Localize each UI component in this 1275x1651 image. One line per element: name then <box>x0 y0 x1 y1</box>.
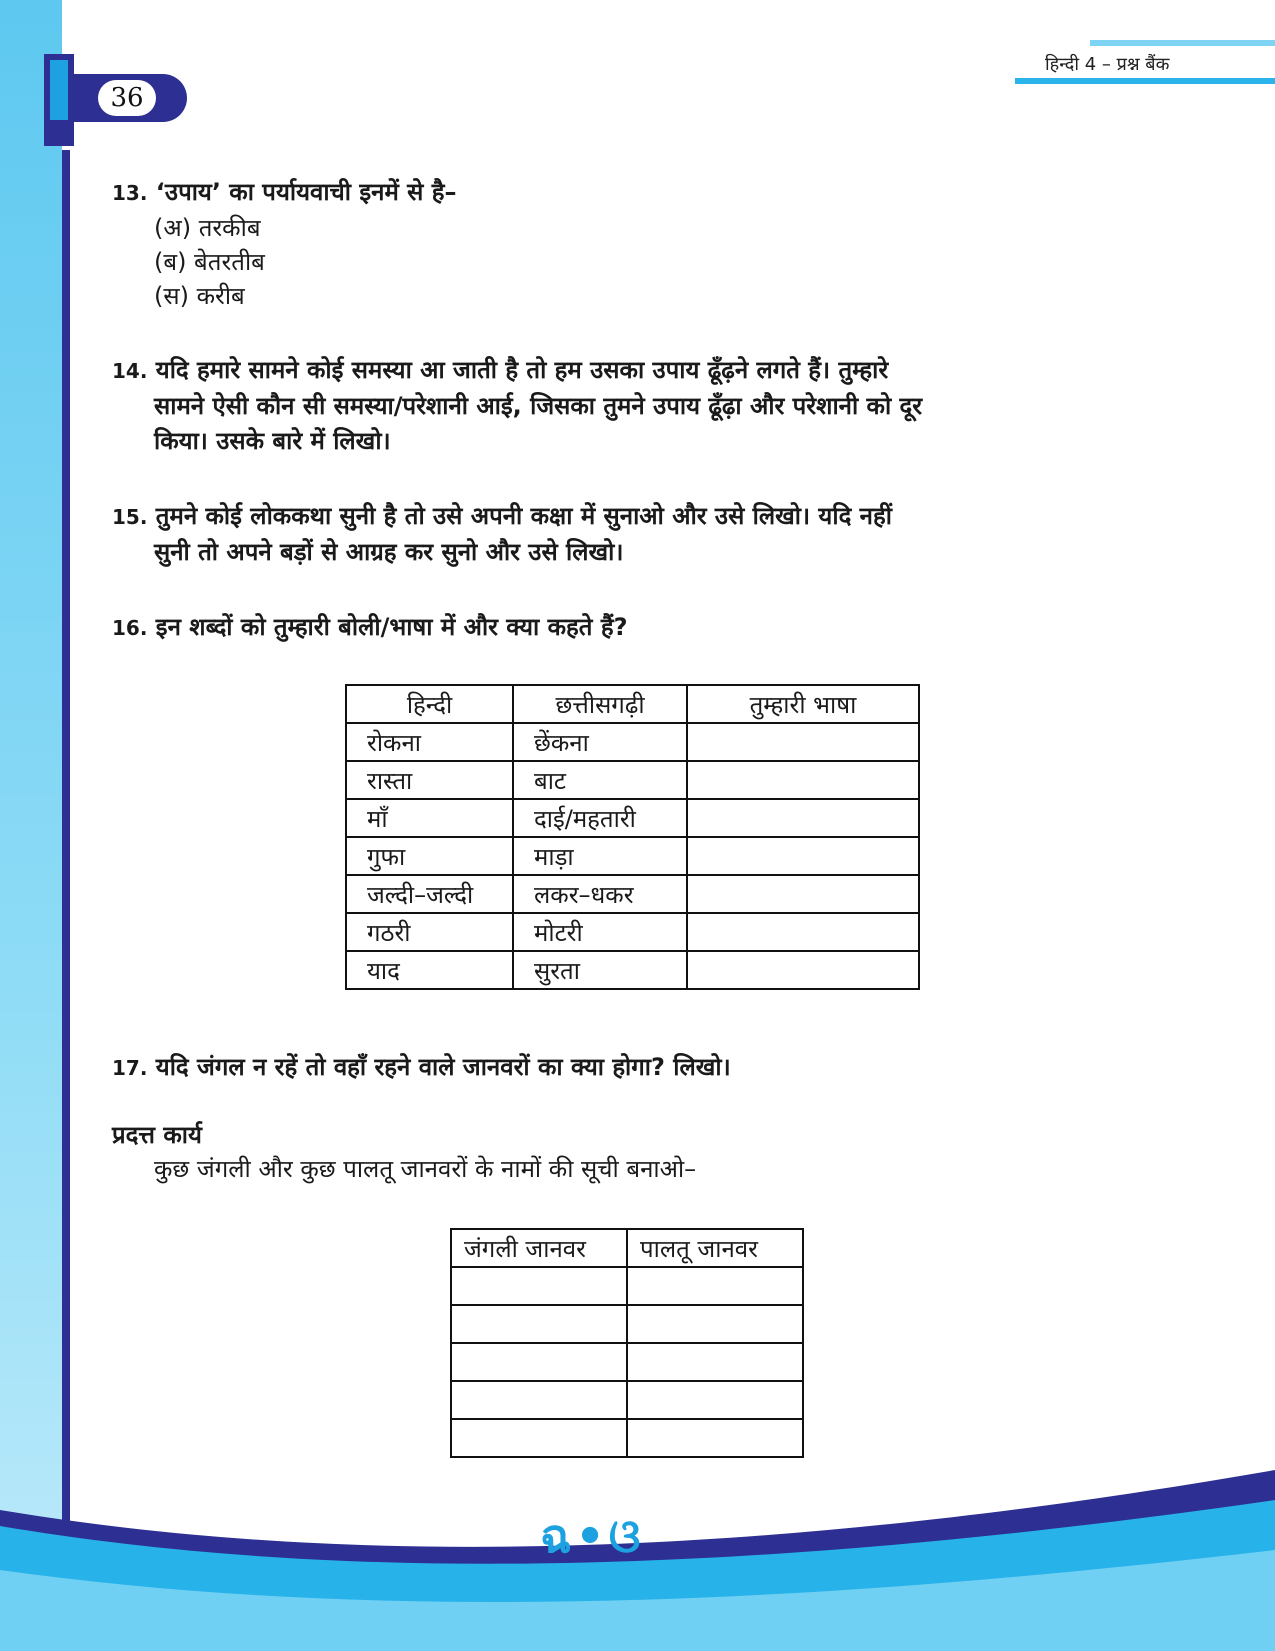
table-cell: गुफा <box>346 837 513 875</box>
table-cell: रास्ता <box>346 761 513 799</box>
table-cell-blank <box>451 1381 627 1419</box>
table-cell: याद <box>346 951 513 989</box>
table-cell-blank <box>687 799 919 837</box>
table-cell-blank <box>627 1305 803 1343</box>
table-cell: गठरी <box>346 913 513 951</box>
table-cell: छेंकना <box>513 723 687 761</box>
table-header-cell: छत्तीसगढ़ी <box>513 685 687 723</box>
question-13 <box>112 175 1212 211</box>
question-text: यदि जंगल न रहें तो वहाँ रहने वाले जानवरों का क्या होगा? लिखो। <box>155 1053 731 1081</box>
table-cell-blank <box>687 723 919 761</box>
question-text-line: यदि हमारे सामने कोई समस्या आ जाती है तो हम उसका उपाय ढूँढ़ने लगते हैं। तुम्हारे <box>155 356 889 384</box>
table-cell-blank <box>451 1267 627 1305</box>
table-cell-blank <box>451 1305 627 1343</box>
table-cell-blank <box>627 1381 803 1419</box>
question-text-line: किया। उसके बारे में लिखो। <box>154 427 391 455</box>
animal-list-table <box>450 1228 804 1458</box>
question-16 <box>112 610 1212 646</box>
table-cell: माँ <box>346 799 513 837</box>
question-14 <box>112 353 1212 459</box>
table-row <box>346 875 919 913</box>
question-text-line: तुमने कोई लोककथा सुनी है तो उसे अपनी कक्षा में सुनाओ और उसे लिखो। यदि नहीं <box>155 502 892 530</box>
left-decorative-band <box>0 0 62 1651</box>
option-a: (अ) तरकीब <box>154 214 261 242</box>
header-accent-line-top <box>1090 40 1275 46</box>
table-cell: जल्दी–जल्दी <box>346 875 513 913</box>
question-content <box>112 175 1212 646</box>
question-number: 15. <box>112 505 148 529</box>
table-cell: बाट <box>513 761 687 799</box>
table-row <box>451 1381 803 1419</box>
table-cell: मोटरी <box>513 913 687 951</box>
table-cell: माड़ा <box>513 837 687 875</box>
table-row <box>451 1267 803 1305</box>
table-cell-blank <box>687 913 919 951</box>
question-text-line: सामने ऐसी कौन सी समस्या/परेशानी आई, जिसका तुमने उपाय ढूँढ़ा और परेशानी को दूर <box>154 392 923 420</box>
table-header-cell: पालतू जानवर <box>627 1229 803 1267</box>
page-flag-inner-decoration <box>50 60 68 120</box>
table-header-cell: जंगली जानवर <box>451 1229 627 1267</box>
table-cell-blank <box>627 1267 803 1305</box>
footer-ornament-logo: ฉ•ଓ <box>540 1509 645 1563</box>
option-b: (ब) बेतरतीब <box>154 248 265 276</box>
option-c: (स) करीब <box>154 282 245 310</box>
page-number: 36 <box>98 80 156 116</box>
table-header-cell: हिन्दी <box>346 685 513 723</box>
left-margin-rule <box>62 150 70 1530</box>
table-header-row <box>346 685 919 723</box>
table-cell: दाई/महतारी <box>513 799 687 837</box>
table-row <box>451 1305 803 1343</box>
table-cell-blank <box>451 1343 627 1381</box>
word-translation-table <box>345 684 920 990</box>
table-cell-blank <box>687 761 919 799</box>
table-header-cell: तुम्हारी भाषा <box>687 685 919 723</box>
table-row <box>346 913 919 951</box>
question-17 <box>112 1050 731 1086</box>
question-text-line: सुनी तो अपने बड़ों से आग्रह कर सुनो और उसे लिखो। <box>154 538 624 566</box>
table-cell: लकर–धकर <box>513 875 687 913</box>
table-row <box>346 837 919 875</box>
table-row <box>451 1343 803 1381</box>
assignment-heading: प्रदत्त कार्य <box>112 1121 202 1149</box>
question-number: 17. <box>112 1056 148 1080</box>
table-cell-blank <box>687 837 919 875</box>
table-cell-blank <box>627 1343 803 1381</box>
table-cell-blank <box>687 875 919 913</box>
table-row <box>346 723 919 761</box>
table-row <box>346 799 919 837</box>
header-accent-line-bottom <box>1015 78 1275 84</box>
table-cell: रोकना <box>346 723 513 761</box>
question-number: 14. <box>112 359 148 383</box>
table-cell-blank <box>687 951 919 989</box>
question-number: 16. <box>112 616 148 640</box>
book-title: हिन्दी 4 – प्रश्न बैंक <box>1045 54 1170 75</box>
assignment-text: कुछ जंगली और कुछ पालतू जानवरों के नामों की सूची बनाओ– <box>154 1155 697 1183</box>
question-text: इन शब्दों को तुम्हारी बोली/भाषा में और क्या कहते हैं? <box>155 613 628 641</box>
question-number: 13. <box>112 181 148 205</box>
question-text: ‘उपाय’ का पर्यायवाची इनमें से है– <box>155 178 457 206</box>
table-header-row <box>451 1229 803 1267</box>
question-15 <box>112 499 1212 570</box>
table-row <box>346 951 919 989</box>
table-cell: सुरता <box>513 951 687 989</box>
table-row <box>346 761 919 799</box>
